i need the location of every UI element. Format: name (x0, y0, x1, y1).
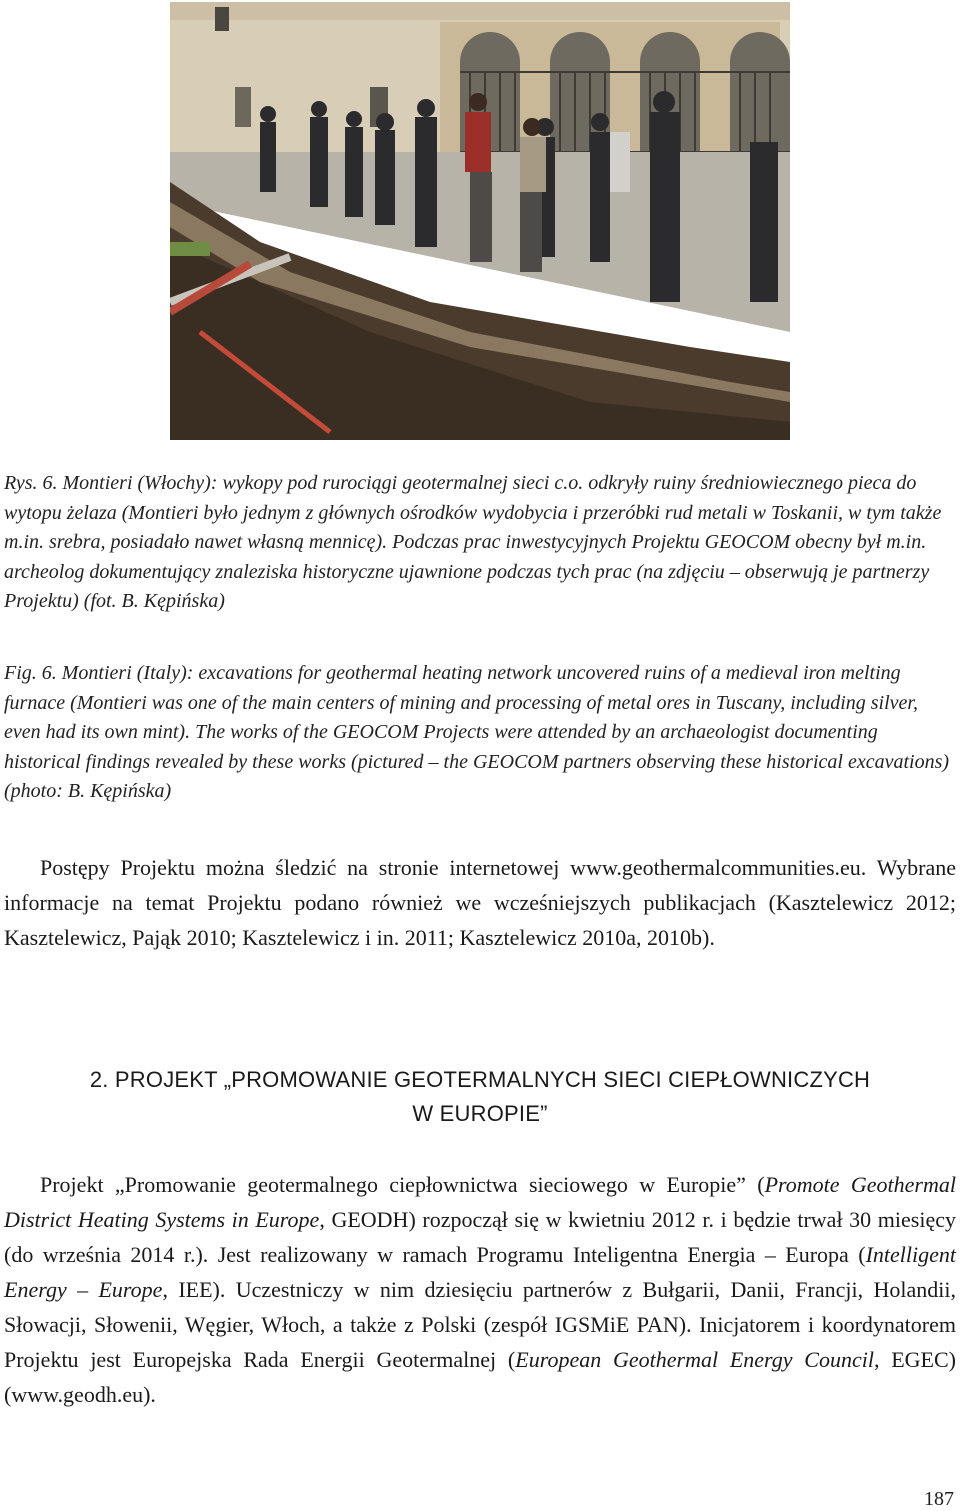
italic-program-name: Intelligent Energy – Europe (4, 1242, 956, 1302)
paragraph-project-geodh (4, 1167, 956, 1412)
photo-illustration (170, 2, 790, 440)
paragraph-text-geodh (4, 1167, 956, 1412)
paragraph-project-progress (4, 850, 956, 955)
section-heading-line2: W EUROPIE” (412, 1101, 548, 1126)
caption-text-english: Fig. 6. Montieri (Italy): excavations for geothermal heating network uncovered ruins of a medieval iron melting furnace (Montieri was one of the main centers of mining and processing of metal ores in Tuscany, including silver, even had its own mint). The works of the GEOCOM Projects were attended by an archaeologist documenting historical findings revealed by these works (pictured – the GEOCOM partners observing these historical excavations) (photo: B. Kępińska) (4, 662, 950, 803)
section-heading (0, 1063, 960, 1131)
caption-text-polish: Rys. 6. Montieri (Włochy): wykopy pod rurociągi geotermalnej sieci c.o. odkryły ruiny średniowiecznego pieca do wytopu żelaza (Montieri było jednym z głównych ośrodków wydobycia i przeróbki rud metali w Toskanii, w tym także m.in. srebra, posiadało nawet własną mennicę). Podczas prac inwestycyjnych Projektu GEOCOM obecny był m.in. archeolog dokumentujący znaleziska historyczne ujawnione podczas tych prac (na zdjęciu – obserwują je partnerzy Projektu) (fot. B. Kępińska) (4, 472, 942, 613)
paragraph-text: Postępy Projektu można śledzić na stronie internetowej www.geothermalcommunities.eu. Wybrane informacje na temat Projektu podano również we wcześniejszych publikacjach (Kasztelewicz 2012; Kasztelewicz, Pająk 2010; Kasztelewicz i in. 2011; Kasztelewicz 2010a, 2010b). (4, 855, 956, 950)
figure-caption-polish (4, 469, 954, 617)
italic-council-name: European Geothermal Energy Council (515, 1347, 874, 1372)
text-run: , EGEC) (www.geodh.eu). (4, 1347, 956, 1407)
text-run: , IEE). Uczestniczy w nim dziesięciu partnerów z Bułgarii, Danii, Francji, Holandii, Słowacji, Słowenii, Węgier, Włoch, a także z Polski (zespół IGSMiE PAN). Inicjatorem i koordynatorem Projektu jest Europejska Rada Energii Geotermalnej ( (4, 1277, 956, 1372)
page-number: 187 (924, 1488, 954, 1510)
excavation-photo (170, 2, 790, 440)
section-heading-line1: 2. PROJEKT „PROMOWANIE GEOTERMALNYCH SIECI CIEPŁOWNICZYCH (89, 1067, 871, 1092)
text-run: , GEODH) rozpoczął się w kwietniu 2012 r. i będzie trwał 30 miesięcy (do września 2014 r.). Jest realizowany w ramach Programu Inteligentna Energia – Europa ( (4, 1207, 956, 1267)
text-run: Projekt „Promowanie geotermalnego ciepłownictwa sieciowego w Europie” ( (40, 1172, 765, 1197)
figure-caption-english (4, 659, 954, 807)
italic-project-name: Promote Geothermal District Heating Systems in Europe (4, 1172, 956, 1232)
